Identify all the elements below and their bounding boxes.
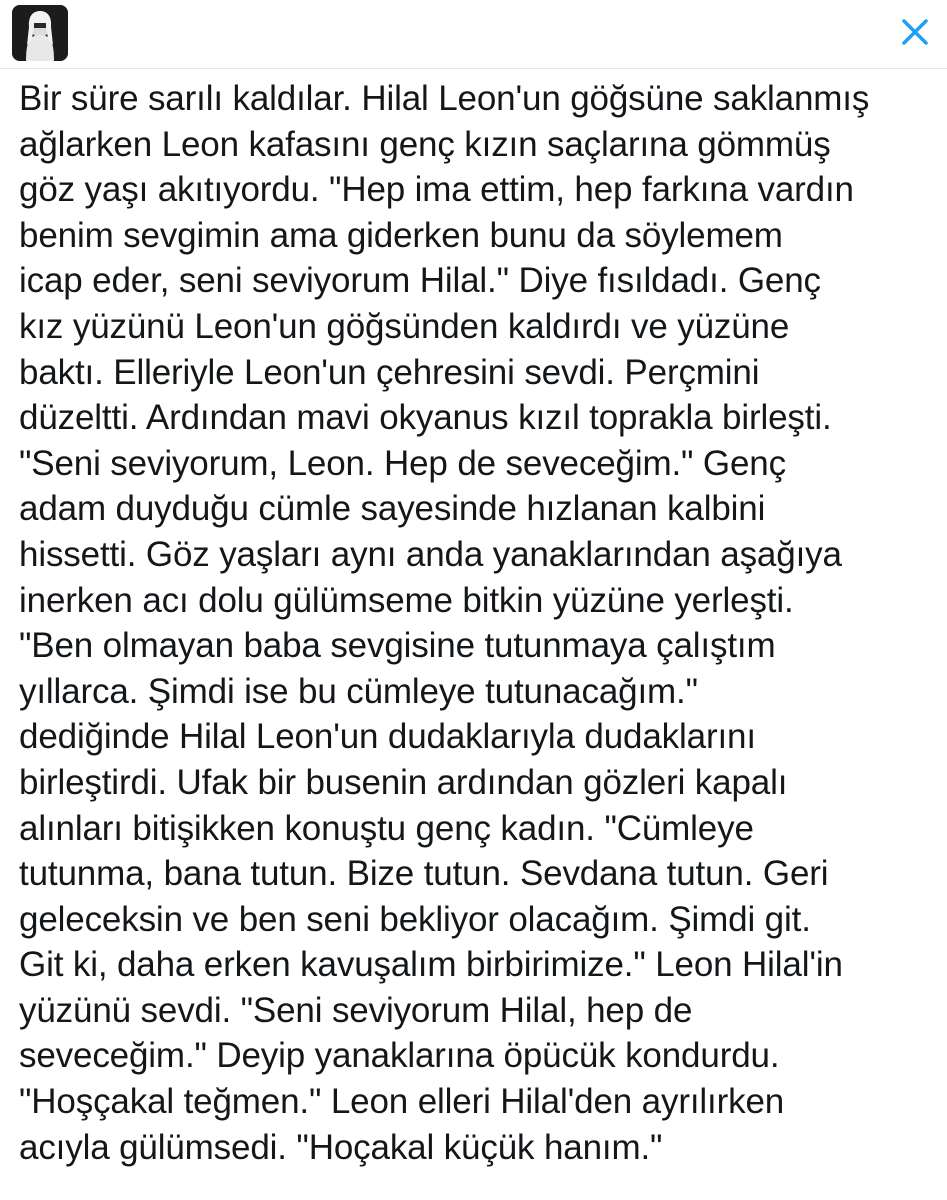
story-line: adam duyduğu cümle sayesinde hızlanan kalbini xyxy=(19,489,766,529)
close-icon xyxy=(900,17,930,47)
story-line: inerken acı dolu gülümseme bitkin yüzüne yerleşti. xyxy=(19,580,794,620)
story-line: ağlarken Leon kafasını genç kızın saçlarına gömmüş xyxy=(19,124,831,164)
profile-avatar-icon[interactable] xyxy=(12,5,68,61)
top-bar xyxy=(0,0,947,69)
story-line: acıyla gülümsedi. "Hoçakal küçük hanım." xyxy=(19,1127,663,1167)
story-line: Git ki, daha erken kavuşalım birbirimize." Leon Hilal'in xyxy=(19,945,843,985)
story-line: tutunma, bana tutun. Bize tutun. Sevdana tutun. Geri xyxy=(19,854,829,894)
story-line: alınları bitişikken konuştu genç kadın. "Cümleye xyxy=(19,808,754,848)
story-line: "Hoşçakal teğmen." Leon elleri Hilal'den ayrılırken xyxy=(19,1082,785,1122)
story-line: göz yaşı akıtıyordu. "Hep ima ettim, hep farkına vardın xyxy=(19,170,854,210)
story-line: Bir süre sarılı kaldılar. Hilal Leon'un göğsüne saklanmış xyxy=(19,79,870,118)
story-line: seveceğim." Deyip yanaklarına öpücük kondurdu. xyxy=(19,1036,780,1076)
story-line: icap eder, seni seviyorum Hilal." Diye fısıldadı. Genç xyxy=(19,261,821,301)
story-line: "Seni seviyorum, Leon. Hep de seveceğim." Genç xyxy=(19,443,786,483)
story-line: "Ben olmayan baba sevgisine tutunmaya çalıştım xyxy=(19,626,776,666)
story-line: düzeltti. Ardından mavi okyanus kızıl toprakla birleşti. xyxy=(19,398,832,438)
story-text xyxy=(19,76,939,1170)
story-line: baktı. Elleriyle Leon'un çehresini sevdi. Perçmini xyxy=(19,352,760,392)
story-line: yüzünü sevdi. "Seni seviyorum Hilal, hep de xyxy=(19,990,693,1030)
story-line: dediğinde Hilal Leon'un dudaklarıyla dudaklarını xyxy=(19,717,756,757)
story-line: birleştirdi. Ufak bir busenin ardından gözleri kapalı xyxy=(19,762,788,802)
story-line: kız yüzünü Leon'un göğsünden kaldırdı ve yüzüne xyxy=(19,306,790,346)
close-button[interactable] xyxy=(895,12,935,52)
story-line: benim sevgimin ama giderken bunu da söylemem xyxy=(19,215,783,255)
story-line: yıllarca. Şimdi ise bu cümleye tutunacağım." xyxy=(19,671,698,711)
avatar-image xyxy=(12,5,68,61)
story-line: geleceksin ve ben seni bekliyor olacağım. Şimdi git. xyxy=(19,899,811,939)
story-line: hissetti. Göz yaşları aynı anda yanaklarından aşağıya xyxy=(19,534,842,574)
